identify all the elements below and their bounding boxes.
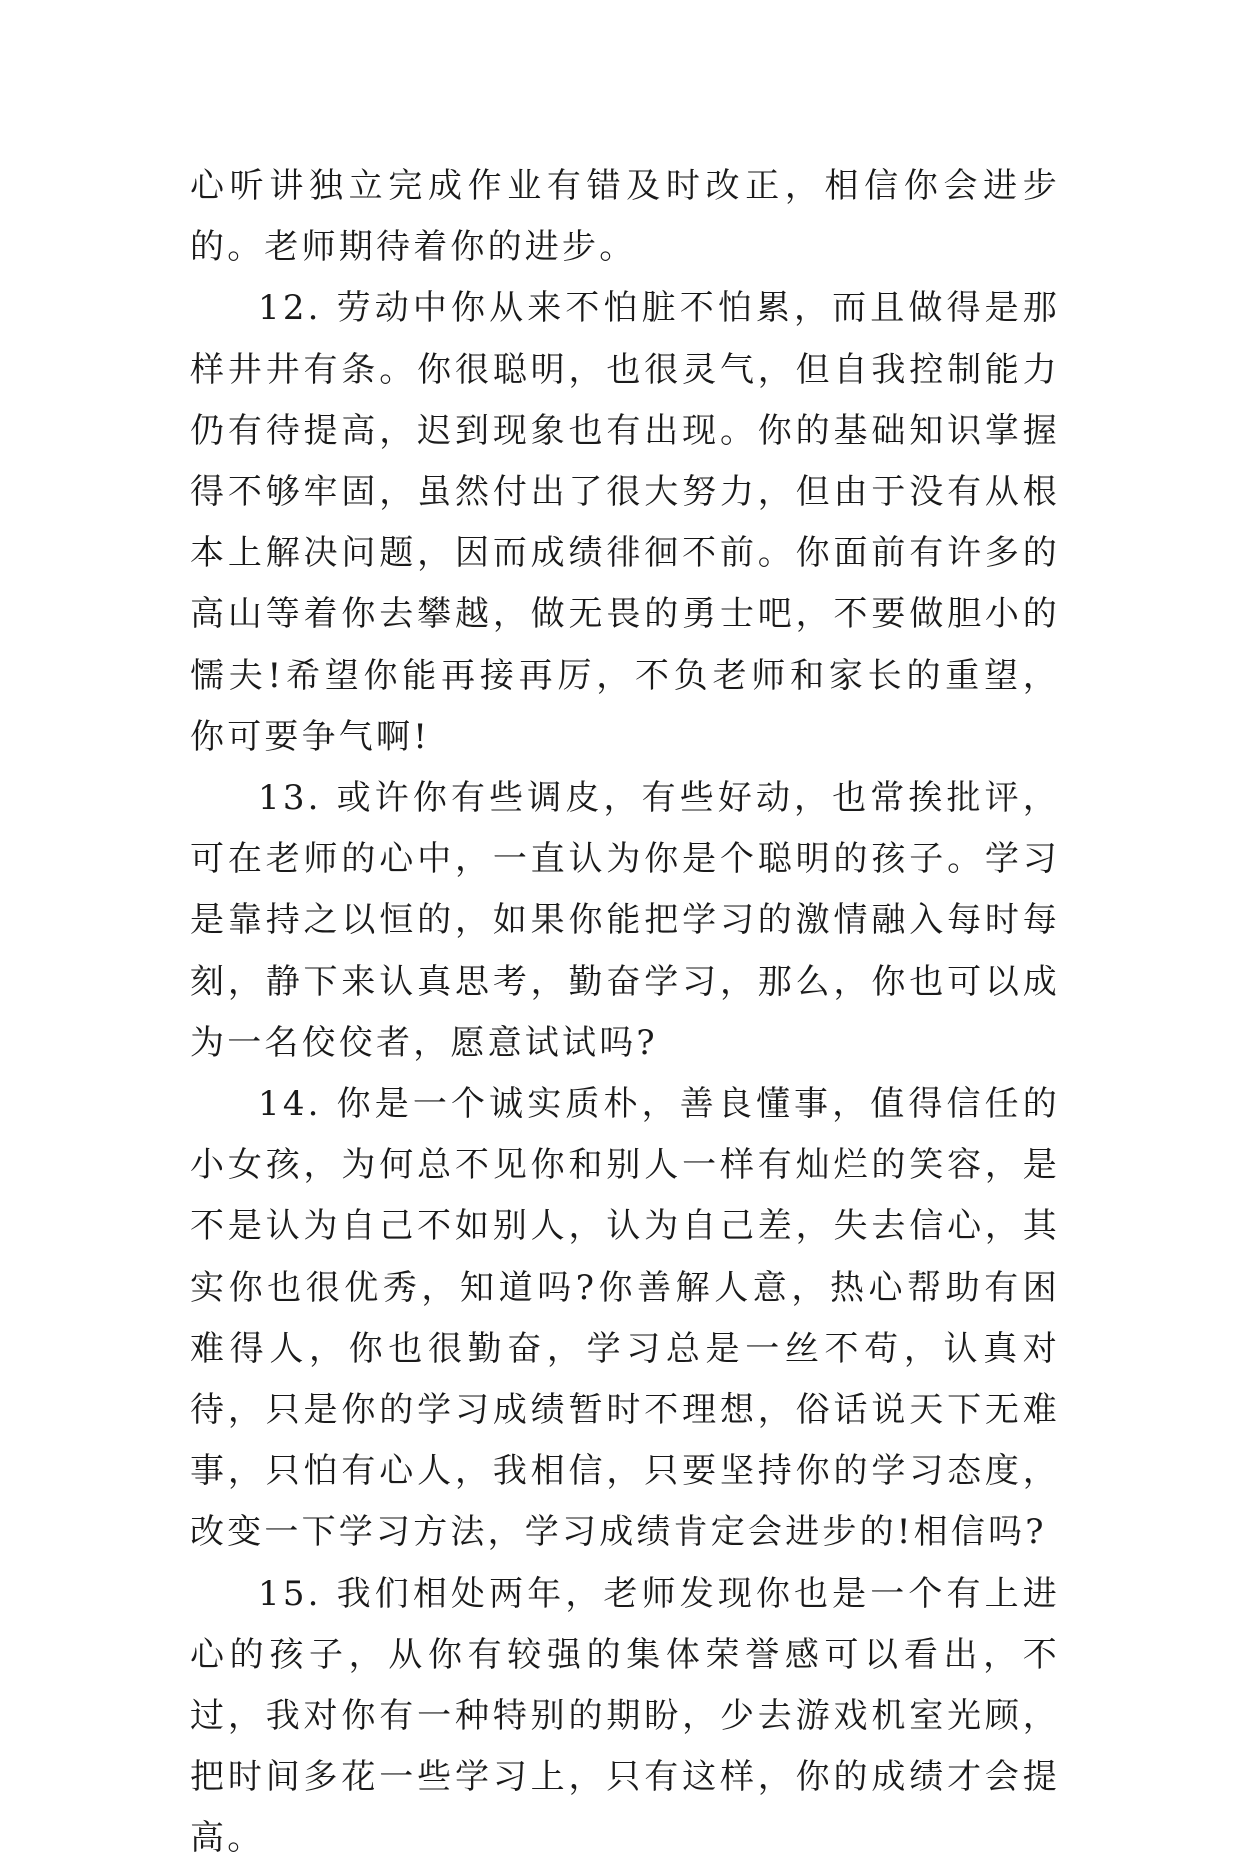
- paragraph-13: 13. 或许你有些调皮，有些好动，也常挨批评，可在老师的心中，一直认为你是个聪明的孩子。学习是靠持之以恒的，如果你能把学习的激情融入每时每刻，静下来认真思考，勤奋学习，那么，你也可以成为一名佼佼者，愿意试试吗?: [190, 778, 1060, 1063]
- paragraph-continued: 心听讲独立完成作业有错及时改正，相信你会进步的。老师期待着你的进步。: [190, 166, 1060, 268]
- paragraph-14: 14. 你是一个诚实质朴，善良懂事，值得信任的小女孩，为何总不见你和别人一样有灿烂的笑容，是不是认为自己不如别人，认为自己差，失去信心，其实你也很优秀，知道吗?你善解人意，热心帮助有困难得人，你也很勤奋，学习总是一丝不苟，认真对待，只是你的学习成绩暂时不理想，俗话说天下无难事，只怕有心人，我相信，只要坚持你的学习态度，改变一下学习方法，学习成绩肯定会进步的!相信吗?: [190, 1084, 1060, 1553]
- document-body: [190, 156, 1060, 1870]
- paragraph-12: 12. 劳动中你从来不怕脏不怕累，而且做得是那样井井有条。你很聪明，也很灵气，但自我控制能力仍有待提高，迟到现象也有出现。你的基础知识掌握得不够牢固，虽然付出了很大努力，但由于没有从根本上解决问题，因而成绩徘徊不前。你面前有许多的高山等着你去攀越，做无畏的勇士吧，不要做胆小的懦夫!希望你能再接再厉，不负老师和家长的重望，你可要争气啊!: [190, 288, 1060, 757]
- paragraph-15: 15. 我们相处两年，老师发现你也是一个有上进心的孩子，从你有较强的集体荣誉感可以看出，不过，我对你有一种特别的期盼，少去游戏机室光顾，把时间多花一些学习上，只有这样，你的成绩才会提高。: [190, 1573, 1060, 1859]
